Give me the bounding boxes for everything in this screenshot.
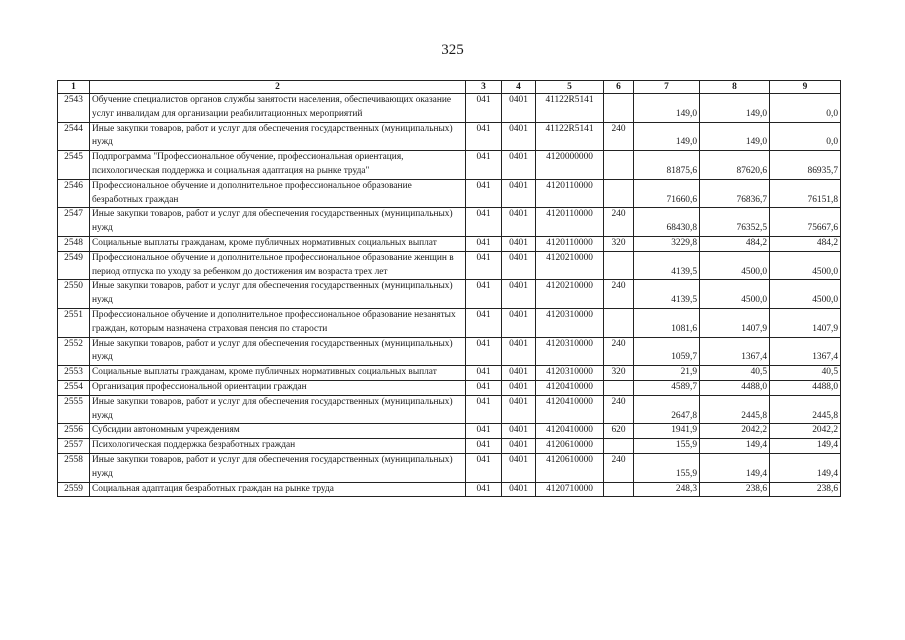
row-number: 2547 (58, 208, 90, 237)
target-article-code: 4120110000 (536, 179, 604, 208)
amount-col8: 149,0 (700, 94, 770, 123)
row-description: Профессиональное обучение и дополнительное профессиональное образование незанятых граждан, которым назначена страховая пенсия по старости (90, 308, 466, 337)
expense-type-code: 320 (604, 236, 634, 251)
section-code: 0401 (502, 236, 536, 251)
amount-col9: 0,0 (770, 94, 841, 123)
amount-col9: 2445,8 (770, 395, 841, 424)
page-number: 325 (441, 42, 464, 58)
row-number: 2555 (58, 395, 90, 424)
target-article-code: 4120410000 (536, 424, 604, 439)
row-description: Иные закупки товаров, работ и услуг для обеспечения государственных (муниципальных) нужд (90, 453, 466, 482)
column-header: 1 (58, 81, 90, 94)
section-code: 0401 (502, 380, 536, 395)
target-article-code: 4120710000 (536, 482, 604, 497)
amount-col7: 1059,7 (634, 337, 700, 366)
row-number: 2548 (58, 236, 90, 251)
table-row (58, 179, 841, 208)
target-article-code: 4120310000 (536, 308, 604, 337)
ministry-code: 041 (466, 366, 502, 381)
table-row (58, 482, 841, 497)
table-row (58, 395, 841, 424)
section-code: 0401 (502, 122, 536, 151)
amount-col8: 484,2 (700, 236, 770, 251)
expense-type-code: 240 (604, 453, 634, 482)
row-number: 2549 (58, 251, 90, 280)
row-description: Организация профессиональной ориентации граждан (90, 380, 466, 395)
amount-col7: 4139,5 (634, 280, 700, 309)
amount-col9: 86935,7 (770, 151, 841, 180)
amount-col9: 1407,9 (770, 308, 841, 337)
amount-col8: 4488,0 (700, 380, 770, 395)
amount-col7: 248,3 (634, 482, 700, 497)
target-article-code: 4120610000 (536, 453, 604, 482)
table-row (58, 151, 841, 180)
section-code: 0401 (502, 337, 536, 366)
expense-type-code (604, 380, 634, 395)
section-code: 0401 (502, 366, 536, 381)
row-number: 2556 (58, 424, 90, 439)
row-number: 2559 (58, 482, 90, 497)
expense-type-code (604, 94, 634, 123)
amount-col9: 2042,2 (770, 424, 841, 439)
amount-col8: 2042,2 (700, 424, 770, 439)
target-article-code: 4120210000 (536, 280, 604, 309)
target-article-code: 4120410000 (536, 395, 604, 424)
ministry-code: 041 (466, 482, 502, 497)
target-article-code: 4120610000 (536, 439, 604, 454)
section-code: 0401 (502, 280, 536, 309)
target-article-code: 41122R5141 (536, 122, 604, 151)
amount-col8: 238,6 (700, 482, 770, 497)
row-number: 2554 (58, 380, 90, 395)
expense-type-code (604, 308, 634, 337)
expense-type-code (604, 151, 634, 180)
amount-col9: 4488,0 (770, 380, 841, 395)
expense-type-code (604, 251, 634, 280)
row-number: 2545 (58, 151, 90, 180)
row-number: 2553 (58, 366, 90, 381)
row-number: 2544 (58, 122, 90, 151)
row-description: Психологическая поддержка безработных граждан (90, 439, 466, 454)
ministry-code: 041 (466, 151, 502, 180)
amount-col8: 2445,8 (700, 395, 770, 424)
table-row (58, 208, 841, 237)
row-number: 2546 (58, 179, 90, 208)
amount-col7: 3229,8 (634, 236, 700, 251)
row-description: Иные закупки товаров, работ и услуг для обеспечения государственных (муниципальных) нужд (90, 395, 466, 424)
amount-col8: 1367,4 (700, 337, 770, 366)
row-description: Профессиональное обучение и дополнительное профессиональное образование женщин в период отпуска по уходу за ребенком до достижения им возраста трех лет (90, 251, 466, 280)
amount-col7: 81875,6 (634, 151, 700, 180)
section-code: 0401 (502, 94, 536, 123)
amount-col7: 1081,6 (634, 308, 700, 337)
amount-col8: 76836,7 (700, 179, 770, 208)
ministry-code: 041 (466, 439, 502, 454)
column-header: 9 (770, 81, 841, 94)
ministry-code: 041 (466, 453, 502, 482)
row-number: 2551 (58, 308, 90, 337)
amount-col9: 238,6 (770, 482, 841, 497)
table-row (58, 251, 841, 280)
target-article-code: 4120410000 (536, 380, 604, 395)
ministry-code: 041 (466, 280, 502, 309)
column-header: 6 (604, 81, 634, 94)
amount-col8: 4500,0 (700, 280, 770, 309)
target-article-code: 4120110000 (536, 236, 604, 251)
column-header: 2 (90, 81, 466, 94)
target-article-code: 4120310000 (536, 337, 604, 366)
amount-col8: 149,4 (700, 439, 770, 454)
target-article-code: 4120310000 (536, 366, 604, 381)
amount-col7: 155,9 (634, 453, 700, 482)
amount-col7: 1941,9 (634, 424, 700, 439)
amount-col9: 1367,4 (770, 337, 841, 366)
amount-col9: 40,5 (770, 366, 841, 381)
amount-col9: 4500,0 (770, 280, 841, 309)
column-header: 5 (536, 81, 604, 94)
column-header: 3 (466, 81, 502, 94)
ministry-code: 041 (466, 122, 502, 151)
expense-type-code: 320 (604, 366, 634, 381)
section-code: 0401 (502, 208, 536, 237)
expense-type-code: 240 (604, 122, 634, 151)
amount-col9: 75667,6 (770, 208, 841, 237)
section-code: 0401 (502, 453, 536, 482)
budget-table (57, 80, 841, 497)
ministry-code: 041 (466, 380, 502, 395)
table-row (58, 122, 841, 151)
section-code: 0401 (502, 251, 536, 280)
amount-col7: 21,9 (634, 366, 700, 381)
row-number: 2557 (58, 439, 90, 454)
expense-type-code (604, 179, 634, 208)
amount-col7: 71660,6 (634, 179, 700, 208)
amount-col9: 149,4 (770, 439, 841, 454)
amount-col8: 4500,0 (700, 251, 770, 280)
amount-col9: 484,2 (770, 236, 841, 251)
ministry-code: 041 (466, 337, 502, 366)
target-article-code: 41122R5141 (536, 94, 604, 123)
ministry-code: 041 (466, 179, 502, 208)
row-description: Социальные выплаты гражданам, кроме публичных нормативных социальных выплат (90, 366, 466, 381)
expense-type-code: 240 (604, 337, 634, 366)
row-description: Обучение специалистов органов службы занятости населения, обеспечивающих оказание услуг инвалидам для организации реабилитационных мероприятий (90, 94, 466, 123)
row-description: Социальные выплаты гражданам, кроме публичных нормативных социальных выплат (90, 236, 466, 251)
amount-col8: 149,0 (700, 122, 770, 151)
amount-col7: 68430,8 (634, 208, 700, 237)
table-row (58, 366, 841, 381)
amount-col8: 40,5 (700, 366, 770, 381)
amount-col9: 4500,0 (770, 251, 841, 280)
table-row (58, 280, 841, 309)
row-description: Социальная адаптация безработных граждан на рынке труда (90, 482, 466, 497)
section-code: 0401 (502, 395, 536, 424)
row-number: 2550 (58, 280, 90, 309)
column-header: 4 (502, 81, 536, 94)
amount-col7: 4589,7 (634, 380, 700, 395)
amount-col7: 2647,8 (634, 395, 700, 424)
target-article-code: 4120210000 (536, 251, 604, 280)
row-description: Подпрограмма "Профессиональное обучение, профессиональная ориентация, психологическая поддержка и социальная адаптация на рынке труда" (90, 151, 466, 180)
ministry-code: 041 (466, 236, 502, 251)
table-row (58, 453, 841, 482)
table-row (58, 439, 841, 454)
amount-col7: 149,0 (634, 122, 700, 151)
row-description: Иные закупки товаров, работ и услуг для обеспечения государственных (муниципальных) нужд (90, 280, 466, 309)
section-code: 0401 (502, 439, 536, 454)
table-row (58, 236, 841, 251)
row-number: 2552 (58, 337, 90, 366)
column-header: 7 (634, 81, 700, 94)
section-code: 0401 (502, 151, 536, 180)
row-description: Профессиональное обучение и дополнительное профессиональное образование безработных граждан (90, 179, 466, 208)
ministry-code: 041 (466, 395, 502, 424)
expense-type-code: 240 (604, 208, 634, 237)
row-description: Субсидии автономным учреждениям (90, 424, 466, 439)
section-code: 0401 (502, 308, 536, 337)
row-description: Иные закупки товаров, работ и услуг для обеспечения государственных (муниципальных) нужд (90, 208, 466, 237)
amount-col8: 87620,6 (700, 151, 770, 180)
amount-col9: 149,4 (770, 453, 841, 482)
table-row (58, 308, 841, 337)
column-header: 8 (700, 81, 770, 94)
expense-type-code: 240 (604, 280, 634, 309)
table-row (58, 94, 841, 123)
amount-col8: 149,4 (700, 453, 770, 482)
row-description: Иные закупки товаров, работ и услуг для обеспечения государственных (муниципальных) нужд (90, 122, 466, 151)
section-code: 0401 (502, 179, 536, 208)
expense-type-code (604, 482, 634, 497)
target-article-code: 4120110000 (536, 208, 604, 237)
amount-col7: 4139,5 (634, 251, 700, 280)
ministry-code: 041 (466, 308, 502, 337)
table-row (58, 424, 841, 439)
amount-col9: 76151,8 (770, 179, 841, 208)
amount-col8: 1407,9 (700, 308, 770, 337)
header-row (58, 81, 841, 94)
ministry-code: 041 (466, 94, 502, 123)
ministry-code: 041 (466, 251, 502, 280)
row-description: Иные закупки товаров, работ и услуг для обеспечения государственных (муниципальных) нужд (90, 337, 466, 366)
table-row (58, 337, 841, 366)
target-article-code: 4120000000 (536, 151, 604, 180)
row-number: 2558 (58, 453, 90, 482)
section-code: 0401 (502, 482, 536, 497)
ministry-code: 041 (466, 424, 502, 439)
amount-col8: 76352,5 (700, 208, 770, 237)
expense-type-code: 240 (604, 395, 634, 424)
row-number: 2543 (58, 94, 90, 123)
section-code: 0401 (502, 424, 536, 439)
expense-type-code: 620 (604, 424, 634, 439)
amount-col7: 155,9 (634, 439, 700, 454)
ministry-code: 041 (466, 208, 502, 237)
expense-type-code (604, 439, 634, 454)
amount-col7: 149,0 (634, 94, 700, 123)
amount-col9: 0,0 (770, 122, 841, 151)
table-row (58, 380, 841, 395)
